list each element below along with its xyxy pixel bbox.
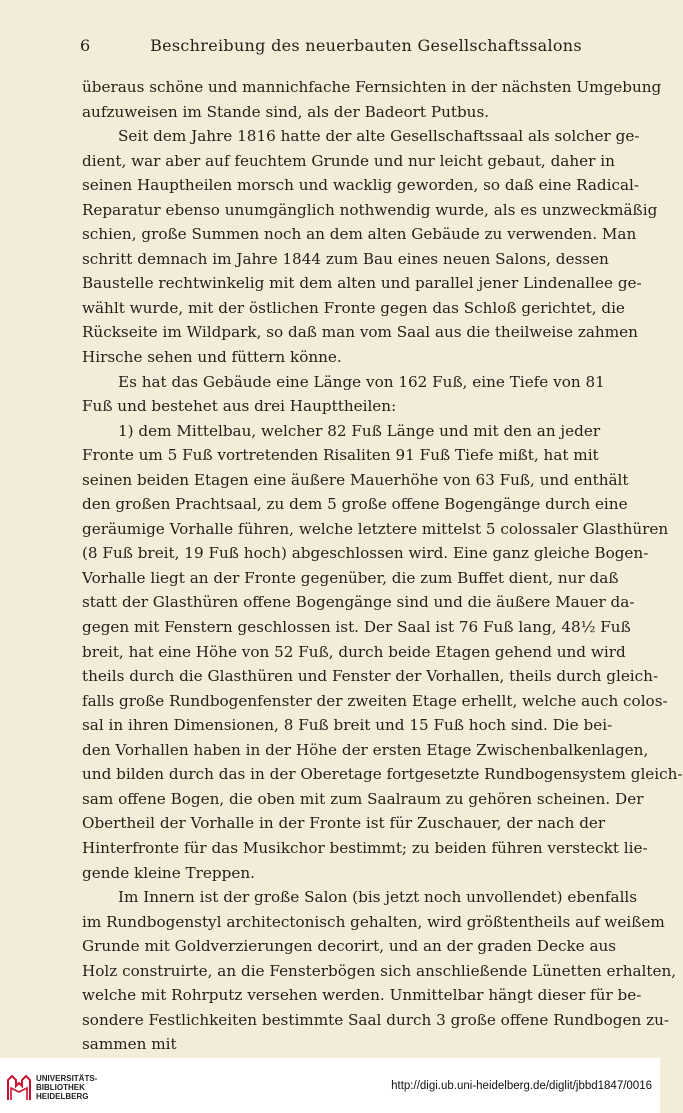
- text-line: welche mit Rohrputz versehen werden. Unmittelbar hängt dieser für be-: [82, 986, 642, 1005]
- library-name: [36, 1074, 97, 1101]
- text-line: 1) dem Mittelbau, welcher 82 Fuß Länge und mit den an jeder: [118, 421, 601, 440]
- library-logo-icon: [6, 1072, 32, 1102]
- text-line: sammen mit: [82, 1035, 177, 1054]
- text-line: aufzuweisen im Stande sind, als der Badeort Putbus.: [82, 102, 490, 121]
- text-line: seinen beiden Etagen eine äußere Mauerhöhe von 63 Fuß, und enthält: [82, 470, 629, 489]
- text-line: sondere Festlichkeiten bestimmte Saal durch 3 große offene Rundbogen zu-: [82, 1010, 670, 1029]
- text-line: wählt wurde, mit der östlichen Fronte gegen das Schloß gerichtet, die: [82, 298, 625, 317]
- text-line: schien, große Summen noch an dem alten Gebäude zu verwenden. Man: [82, 225, 637, 244]
- text-line: Obertheil der Vorhalle in der Fronte ist für Zuschauer, der nach der: [82, 814, 606, 833]
- text-line: dient, war aber auf feuchtem Grunde und nur leicht gebaut, daher in: [82, 151, 615, 170]
- text-line: und bilden durch das in der Oberetage fortgesetzte Rundbogensystem gleich-: [82, 765, 683, 784]
- text-line: seinen Hauptheilen morsch und wacklig geworden, so daß eine Radical-: [82, 176, 640, 195]
- text-line: Vorhalle liegt an der Fronte gegenüber, die zum Buffet dient, nur daß: [82, 568, 619, 587]
- text-line: Holz construirte, an die Fensterbögen sich anschließende Lünetten erhalten,: [82, 961, 677, 980]
- text-line: Fuß und bestehet aus drei Haupttheilen:: [82, 397, 397, 416]
- digitization-footer: [0, 1058, 660, 1113]
- text-line: Reparatur ebenso unumgänglich nothwendig wurde, als es unzweckmäßig: [82, 200, 658, 219]
- body-text: [82, 75, 683, 1057]
- text-line: Baustelle rechtwinkelig mit dem alten und parallel jener Lindenallee ge-: [82, 274, 642, 293]
- text-line: statt der Glasthüren offene Bogengänge sind und die äußere Mauer da-: [82, 593, 635, 612]
- text-line: sam offene Bogen, die oben mit zum Saalraum zu gehören scheinen. Der: [82, 789, 644, 808]
- text-line: theils durch die Glasthüren und Fenster der Vorhallen, theils durch gleich-: [82, 667, 659, 686]
- text-line: Rückseite im Wildpark, so daß man vom Saal aus die theilweise zahmen: [82, 323, 638, 342]
- text-line: im Rundbogenstyl architectonisch gehalten, wird größtentheils auf weißem: [82, 912, 665, 931]
- text-line: schritt demnach im Jahre 1844 zum Bau eines neuen Salons, dessen: [82, 249, 609, 268]
- text-line: falls große Rundbogenfenster der zweiten Etage erhellt, welche auch colos-: [82, 691, 668, 710]
- running-title: Beschreibung des neuerbauten Gesellschaftssalons: [150, 36, 582, 55]
- text-line: den Vorhallen haben in der Höhe der ersten Etage Zwischenbalkenlagen,: [82, 740, 649, 759]
- text-line: Es hat das Gebäude eine Länge von 162 Fuß, eine Tiefe von 81: [118, 372, 605, 391]
- text-line: den großen Prachtsaal, zu dem 5 große offene Bogengänge durch eine: [82, 495, 628, 514]
- text-line: gegen mit Fenstern geschlossen ist. Der Saal ist 76 Fuß lang, 48½ Fuß: [82, 618, 631, 637]
- permalink[interactable]: http://digi.ub.uni-heidelberg.de/diglit/jbbd1847/0016: [391, 1080, 652, 1092]
- page-header: [74, 36, 594, 60]
- library-name-line: BIBLIOTHEK: [36, 1083, 85, 1092]
- text-line: sal in ihren Dimensionen, 8 Fuß breit und 15 Fuß hoch sind. Die bei-: [82, 716, 613, 735]
- page-number: 6: [80, 36, 91, 55]
- text-line: gende kleine Treppen.: [82, 863, 255, 882]
- text-line: überaus schöne und mannichfache Fernsichten in der nächsten Umgebung: [82, 78, 662, 96]
- text-line: Hinterfronte für das Musikchor bestimmt; zu beiden führen versteckt lie-: [82, 838, 648, 857]
- text-line: (8 Fuß breit, 19 Fuß hoch) abgeschlossen wird. Eine ganz gleiche Bogen-: [82, 544, 649, 563]
- text-line: geräumige Vorhalle führen, welche letztere mittelst 5 colossaler Glasthüren: [82, 519, 669, 538]
- text-line: Im Innern ist der große Salon (bis jetzt noch unvollendet) ebenfalls: [118, 888, 638, 907]
- text-line: Seit dem Jahre 1816 hatte der alte Gesellschaftssaal als solcher ge-: [118, 127, 640, 146]
- text-line: Hirsche sehen und füttern könne.: [82, 348, 342, 367]
- text-line: Fronte um 5 Fuß vortretenden Risaliten 91 Fuß Tiefe mißt, hat mit: [82, 446, 599, 465]
- text-line: breit, hat eine Höhe von 52 Fuß, durch beide Etagen gehend und wird: [82, 642, 626, 661]
- text-line: Grunde mit Goldverzierungen decorirt, und an der graden Decke aus: [82, 937, 617, 956]
- library-name-line: UNIVERSITÄTS-: [36, 1074, 98, 1083]
- library-name-line: HEIDELBERG: [36, 1092, 89, 1101]
